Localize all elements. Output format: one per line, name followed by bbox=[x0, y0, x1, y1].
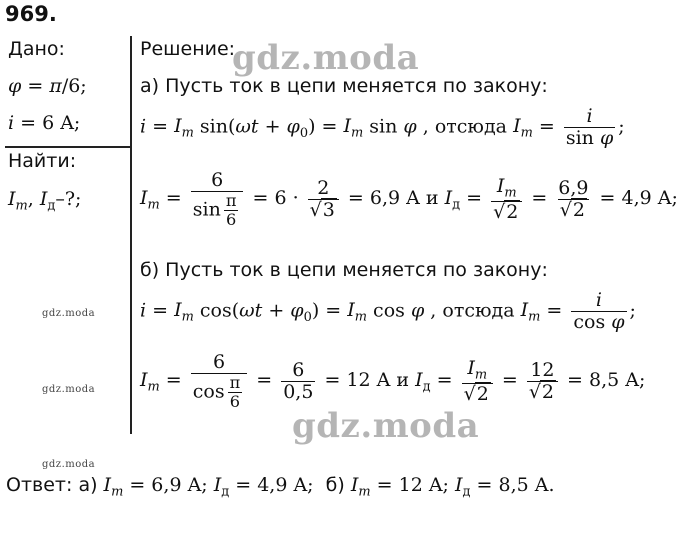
frac-six-sin: 6 sin $\frac{\pi}{6}$ bbox=[191, 170, 244, 228]
frac-six-cos: 6 cos $\frac{\pi}{6}$ bbox=[191, 352, 247, 410]
given-current: i = 6 A; bbox=[8, 112, 81, 134]
given-label: Дано: bbox=[8, 38, 65, 60]
case-b-im-value: 12 A bbox=[346, 369, 391, 392]
find-label: Найти: bbox=[8, 150, 77, 172]
frac-six-half: $\frac{6}{0,5}$ bbox=[283, 358, 314, 403]
frac-two-sqrt3: $\frac{2}{√3}$ bbox=[308, 178, 339, 221]
case-b-intro: б) Пусть ток в цепи меняется по закону: bbox=[140, 259, 548, 281]
given-phi: φ = π/6; bbox=[8, 75, 87, 97]
case-a-formula: $i = I_m$ $\sin(\omega t + \varphi_0) = I_m$ sin φ , отсюда $I_m$ = $\frac{i}{\text{sin φ}}$ ; bbox=[140, 105, 625, 149]
case-a-calc: $I_m$ = 6 sin $\frac{\pi}{6}$ = 6 · $\frac{2}{√3}$ = 6,9 A и $I_д$ = $\frac{I_m}{√2}$ = $\frac{6,9}{√2}$ = 4,9 A; bbox=[140, 169, 678, 229]
case-b-calc: $I_m$ = 6 cos $\frac{\pi}{6}$ = $\frac{6}{0,5}$ = 12 A и $I_д$ = $\frac{I_m}{√2}$ = $\frac{12}{√2}$ = 8,5 A; bbox=[140, 351, 646, 411]
case-b-id-value: 8,5 A; bbox=[589, 369, 646, 392]
case-b-formula: $i = I_m$ $\cos(\omega t + \varphi_0) = I_m$ cos φ , отсюда $I_m$ = $\frac{i}{\text{cos φ}}$ ; bbox=[140, 289, 636, 333]
case-a-im-value: 6,9 A bbox=[369, 187, 420, 210]
frac-im-sqrt2-b: $\frac{I_m}{√2}$ bbox=[462, 358, 493, 405]
frac-69-sqrt2: $\frac{6,9}{√2}$ bbox=[558, 176, 589, 221]
given-divider bbox=[5, 146, 131, 148]
watermark-small-1: gdz.moda bbox=[42, 308, 96, 319]
case-a-id-value: 4,9 A; bbox=[621, 187, 678, 210]
im-fraction-cos: $\frac{i}{\text{cos φ}}$ bbox=[573, 289, 625, 333]
find-items: $I_m$, $I_д-$?; bbox=[8, 188, 82, 214]
sin-func: sin bbox=[199, 115, 228, 138]
answer-line: Ответ: а) $I_m = 6,9$ A; $I_д = 4,9$ A; б) $I_m = 12$ A; $I_д = 8,5$ A. bbox=[6, 474, 555, 500]
from-here: отсюда bbox=[434, 115, 508, 138]
cos-func: cos bbox=[199, 299, 232, 322]
watermark-top: gdz.moda bbox=[232, 38, 420, 78]
im-fraction: $\frac{i}{\text{sin φ}}$ bbox=[565, 105, 614, 149]
watermark-bottom: gdz.moda bbox=[292, 406, 480, 446]
frac-im-sqrt2: $\frac{I_m}{√2}$ bbox=[491, 176, 522, 223]
watermark-small-2: gdz.moda bbox=[42, 384, 96, 395]
frac-12-sqrt2: $\frac{12}{√2}$ bbox=[527, 360, 558, 403]
answer-label: Ответ: bbox=[6, 474, 73, 496]
watermark-small-3: gdz.moda bbox=[42, 459, 96, 470]
case-a-intro: а) Пусть ток в цепи меняется по закону: bbox=[140, 75, 548, 97]
vertical-divider bbox=[130, 36, 132, 434]
solution-label: Решение: bbox=[140, 38, 236, 60]
problem-number: 969. bbox=[5, 2, 57, 26]
